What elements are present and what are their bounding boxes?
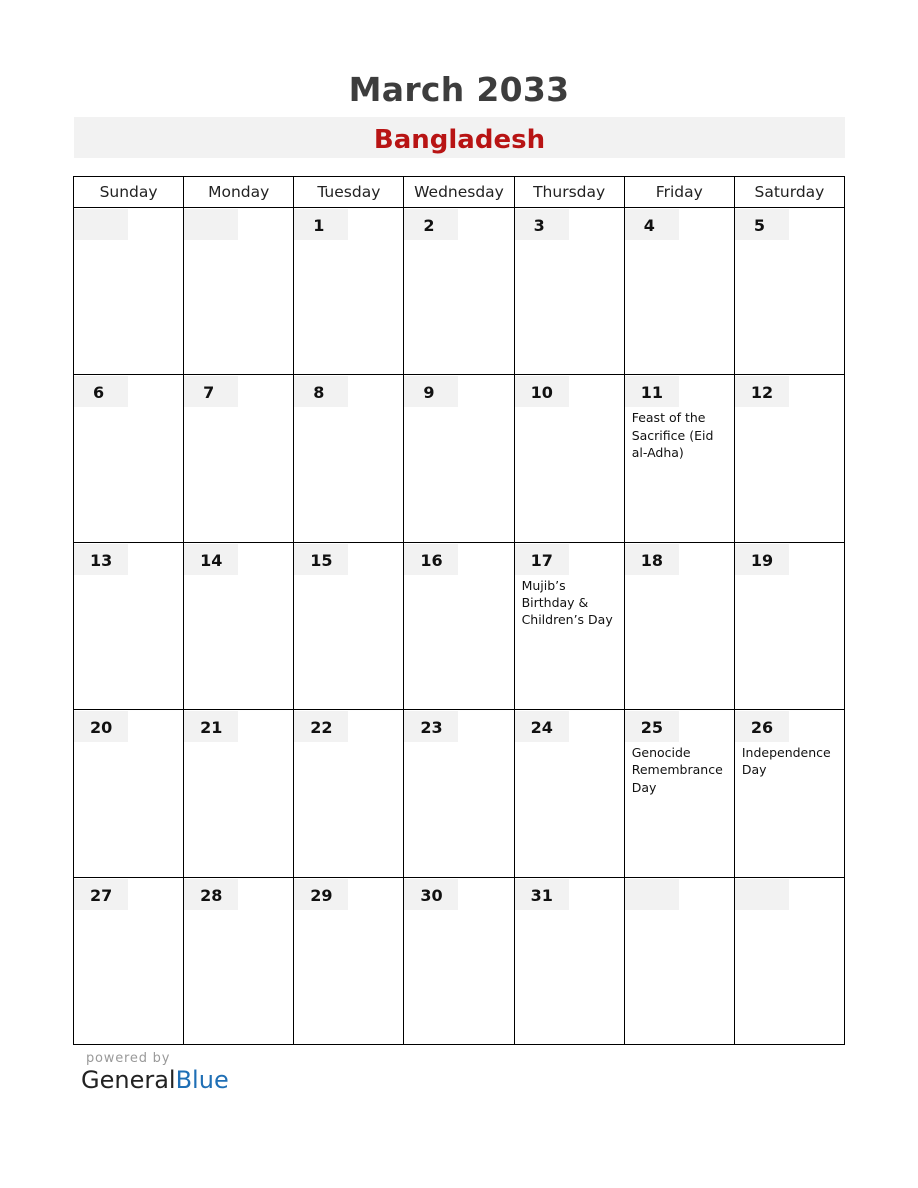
- day-number: 20: [74, 711, 128, 742]
- day-number: 18: [625, 544, 679, 575]
- day-number: 9: [404, 376, 458, 407]
- day-cell: [624, 710, 734, 877]
- day-number: 29: [294, 879, 348, 910]
- day-number: 19: [735, 544, 789, 575]
- day-cell: [734, 208, 844, 375]
- day-cell: [624, 208, 734, 375]
- holiday-label: Genocide Remembrance Day: [631, 745, 723, 795]
- day-cell: [74, 208, 184, 375]
- day-number: 8: [294, 376, 348, 407]
- day-number: 2: [404, 209, 458, 240]
- day-number: 16: [404, 544, 458, 575]
- day-cell: [294, 375, 404, 542]
- day-cell: [624, 877, 734, 1044]
- day-number: 15: [294, 544, 348, 575]
- week-row: [74, 375, 845, 542]
- day-number: 26: [735, 711, 789, 742]
- day-cell: [404, 542, 514, 709]
- day-number: 12: [735, 376, 789, 407]
- weekday-header: Friday: [624, 177, 734, 208]
- calendar-body: [74, 208, 845, 1045]
- day-number: 31: [515, 879, 569, 910]
- day-number: [625, 879, 679, 910]
- day-cell: [514, 542, 624, 709]
- day-number: 7: [184, 376, 238, 407]
- weekday-header: Sunday: [74, 177, 184, 208]
- holiday-label: Feast of the Sacrifice (Eid al-Adha): [631, 410, 714, 460]
- calendar-title: March 2033: [348, 70, 570, 109]
- day-cell: [184, 877, 294, 1044]
- weekday-header: Saturday: [734, 177, 844, 208]
- day-cell: [184, 208, 294, 375]
- powered-by-label: powered by: [86, 1051, 171, 1066]
- day-number: 10: [515, 376, 569, 407]
- day-number: 14: [184, 544, 238, 575]
- day-number: 23: [404, 711, 458, 742]
- day-number: 6: [74, 376, 128, 407]
- weekday-header: Monday: [184, 177, 294, 208]
- day-cell: [734, 375, 844, 542]
- day-cell: [404, 877, 514, 1044]
- day-number: [735, 879, 789, 910]
- day-number: 25: [625, 711, 679, 742]
- day-cell: [294, 542, 404, 709]
- day-number: 13: [74, 544, 128, 575]
- day-number: 30: [404, 879, 458, 910]
- calendar-grid: [73, 176, 845, 1045]
- day-number: 1: [294, 209, 348, 240]
- country-banner: [74, 117, 845, 158]
- day-cell: [734, 877, 844, 1044]
- week-row: [74, 710, 845, 877]
- day-number: 28: [184, 879, 238, 910]
- week-row: [74, 542, 845, 709]
- day-cell: [514, 375, 624, 542]
- day-number: 24: [515, 711, 569, 742]
- day-number: 4: [625, 209, 679, 240]
- day-cell: [514, 710, 624, 877]
- day-number: 11: [625, 376, 679, 407]
- holiday-label: Independence Day: [741, 745, 831, 778]
- day-cell: [74, 877, 184, 1044]
- day-cell: [184, 710, 294, 877]
- brand-blue: Blue: [175, 1066, 229, 1094]
- weekday-header: Thursday: [514, 177, 624, 208]
- country-name: Bangladesh: [373, 125, 546, 155]
- day-cell: [294, 877, 404, 1044]
- day-cell: [514, 208, 624, 375]
- day-cell: [734, 542, 844, 709]
- day-number: 21: [184, 711, 238, 742]
- day-number: 17: [515, 544, 569, 575]
- weekday-header: Wednesday: [404, 177, 514, 208]
- day-number: 27: [74, 879, 128, 910]
- day-cell: [404, 208, 514, 375]
- day-cell: [294, 208, 404, 375]
- day-cell: [514, 877, 624, 1044]
- day-number: 3: [515, 209, 569, 240]
- day-cell: [404, 710, 514, 877]
- generalblue-logo[interactable]: [81, 1066, 229, 1094]
- day-cell: [184, 542, 294, 709]
- day-number: 22: [294, 711, 348, 742]
- week-row: [74, 877, 845, 1044]
- day-cell: [74, 710, 184, 877]
- day-cell: [624, 542, 734, 709]
- weekday-header-row: [74, 177, 845, 208]
- day-cell: [404, 375, 514, 542]
- day-cell: [624, 375, 734, 542]
- day-number: 5: [735, 209, 789, 240]
- brand-general: General: [81, 1066, 176, 1094]
- day-cell: [74, 542, 184, 709]
- day-cell: [184, 375, 294, 542]
- day-cell: [74, 375, 184, 542]
- day-number: [184, 209, 238, 240]
- day-cell: [294, 710, 404, 877]
- day-number: [74, 209, 128, 240]
- week-row: [74, 208, 845, 375]
- weekday-header: Tuesday: [294, 177, 404, 208]
- holiday-label: Mujib’s Birthday & Children’s Day: [521, 577, 613, 628]
- day-cell: [734, 710, 844, 877]
